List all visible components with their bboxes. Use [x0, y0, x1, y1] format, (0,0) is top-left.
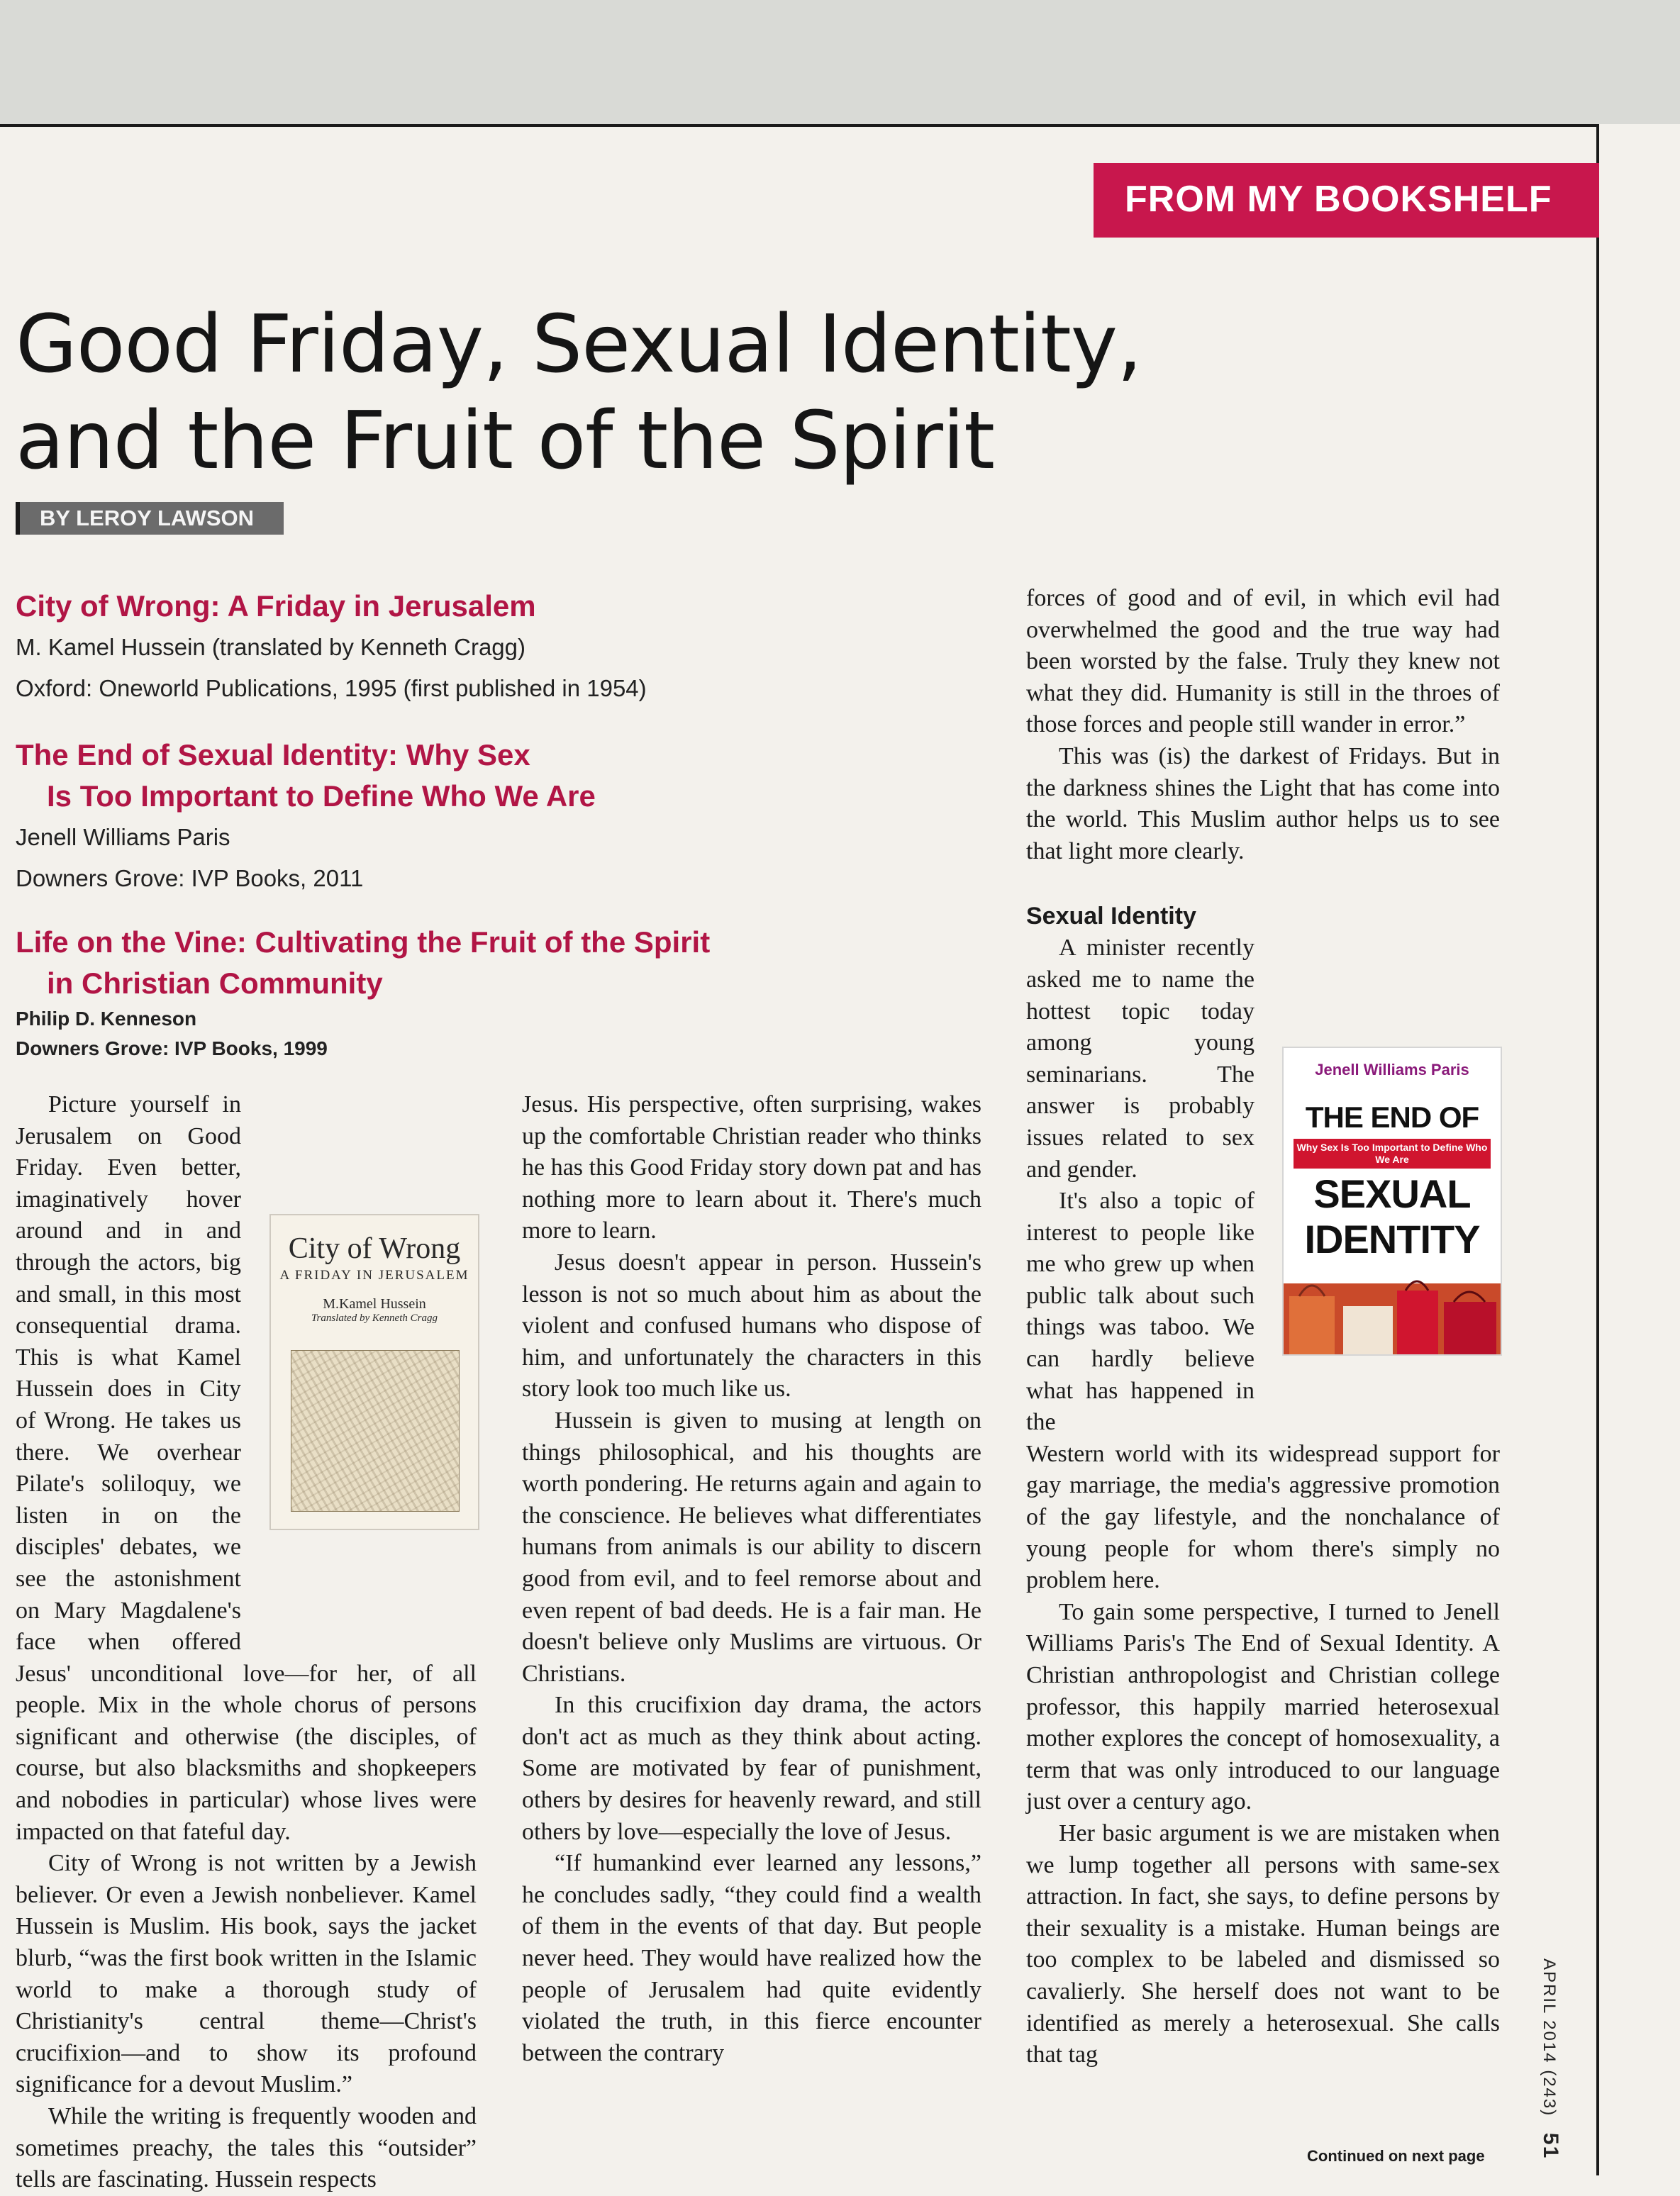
book-author: Philip D. Kenneson — [16, 1008, 197, 1030]
cover-author: Jenell Williams Paris — [1315, 1061, 1469, 1079]
book-title — [16, 922, 867, 1004]
book-publisher: Downers Grove: IVP Books, 1999 — [16, 1037, 328, 1059]
cover-subtitle: A FRIDAY IN JERUSALEM — [279, 1268, 469, 1283]
subheading-sexual-identity: Sexual Identity — [1026, 903, 1196, 930]
paragraph: It's also a topic of interest to people like me who grew up when public talk about such things was taboo. We can hardly believe what has happened in the — [1026, 1188, 1255, 1436]
cover-illustration — [291, 1350, 460, 1512]
section-tag: FROM MY BOOKSHELF — [1094, 163, 1599, 235]
frame-right-rule — [1596, 124, 1599, 2175]
article-column-3 — [1026, 583, 1500, 2143]
paragraph: While the writing is frequently wooden and sometimes preachy, the tales this “outsider” tells are fascinating. Hussein respects — [16, 2103, 477, 2193]
byline: BY LEROY LAWSON — [16, 502, 284, 535]
section-tag-rule — [1094, 235, 1599, 238]
book-author: M. Kamel Hussein (translated by Kenneth Cragg) — [16, 634, 526, 660]
book-cover-city-of-wrong — [269, 1214, 479, 1530]
book-publisher: Downers Grove: IVP Books, 2011 — [16, 865, 364, 891]
book-title — [16, 735, 867, 817]
book-title-line-2: Is Too Important to Define Who We Are — [47, 779, 596, 813]
book-cover-end-of-sexual-identity — [1282, 1047, 1502, 1356]
headline-line-2: and the Fruit of the Spirit — [16, 395, 994, 487]
frame-top-rule — [0, 124, 1599, 127]
page-number: 51 — [1539, 2132, 1562, 2160]
paragraph: “If humankind ever learned any lessons,” he concludes sadly, “they could find a wealth of them in the events of that day. But people never heed. They would have realized how the people of Jerusalem had quite evidently violated the truth, in this fierce encounter between the contrary — [522, 1850, 981, 2066]
cover-author: M.Kamel Hussein — [323, 1296, 426, 1312]
paragraph: Picture yourself in Jerusalem on Good Friday. Even better, imaginatively hover around and in and through the actors, big and small, in this most consequential drama. This is what Kamel Hussein does in City of Wrong. He takes us there. We overhear Pilate's soliloquy, we listen in on the disciples' debates, we see the astonishment on Mary Magdalene's face when offered Jesus' unconditional love—for her, of all people. Mix in the whole chorus of persons significant and otherwise (the disciples, of course, but also blacksmiths and shopkeepers and nobodies in particular) whose lives were impacted on that fateful day. — [16, 1091, 477, 1845]
book-title-line-1: The End of Sexual Identity: Why Sex — [16, 738, 530, 771]
cover-title-line-2: IDENTITY — [1304, 1217, 1480, 1261]
paragraph: Her basic argument is we are mistaken when we lump together all persons with same-sex attraction. In fact, she says, to define persons by their sexuality is a mistake. Human beings are too complex to be labeled and dismissed so cavalierly. She herself does not want to be identified as merely a heterosexual. She calls that tag — [1026, 1819, 1500, 2068]
paragraph: In this crucifixion day drama, the actors don't act as much as they think about acting. Some are motivated by fear of punishment, others by desires for heavenly reward, and still others by love—especially the love of Jesus. — [522, 1692, 981, 1845]
paragraph: Western world with its widespread support for gay marriage, the media's aggressive promotion of the gay lifestyle, and the nonchalance of young people for whom there's simply no problem here. — [1026, 1440, 1500, 1594]
cover-title-line-1: SEXUAL — [1313, 1171, 1471, 1216]
paragraph: Jesus doesn't appear in person. Hussein's lesson is not so much about him as about the violent and confused humans who dispose of him, and unfortunately the characters in this story look too much like us. — [522, 1249, 981, 1403]
page-folio — [1538, 1958, 1562, 2159]
paragraph: To gain some perspective, I turned to Jenell Williams Paris's The End of Sexual Identity. A Christian anthropologist and Christian college professor, this happily married heterosexual mother explores the concept of homosexuality, a term that was only introduced to our language just over a century ago. — [1026, 1598, 1500, 1815]
book-entry-city-of-wrong — [16, 586, 867, 709]
book-title-line-1: Life on the Vine: Cultivating the Fruit of the Spirit — [16, 925, 711, 959]
book-entry-life-on-the-vine — [16, 922, 867, 1064]
continued-note: Continued on next page — [1307, 2147, 1485, 2165]
book-publisher: Oxford: Oneworld Publications, 1995 (first published in 1954) — [16, 675, 647, 701]
paragraph: City of Wrong is not written by a Jewish believer. Or even a Jewish nonbeliever. Kamel Hussein is Muslim. His book, says the jacket blurb, “was the first book written in the Islamic world to make a thorough study of Christianity's central theme—Christ's crucifixion—and to show its profound significance for a devout Muslim.” — [16, 1850, 477, 2098]
headline-line-1: Good Friday, Sexual Identity, — [16, 299, 1142, 391]
cover-title-top: THE END OF — [1305, 1100, 1479, 1134]
paragraph: This was (is) the darkest of Fridays. But in the darkness shines the Light that has come into the world. This Muslim author helps us to see that light more clearly. — [1026, 742, 1500, 864]
paragraph: A minister recently asked me to name the hottest topic today among young seminarians. The answer is probably issues related to sex and gender. — [1026, 935, 1255, 1183]
shopping-bags-illustration — [1284, 1269, 1501, 1354]
paragraph: Hussein is given to musing at length on things philosophical, and his thoughts are worth pondering. He returns again and again to the conscience. He believes what differentiates humans from animals is our ability to discern good from evil, and to feel remorse about and even repent of bad deeds. He is a fair man. He doesn't believe only Muslims are virtuous. Or Christians. — [522, 1407, 981, 1687]
article-headline — [16, 296, 1142, 489]
book-title: City of Wrong: A Friday in Jerusalem — [16, 589, 536, 623]
cover-translator: Translated by Kenneth Cragg — [311, 1312, 438, 1324]
book-author: Jenell Williams Paris — [16, 824, 230, 850]
narrow-text-block — [1026, 932, 1255, 1439]
book-entry-end-of-sexual-identity — [16, 735, 867, 899]
folio-issue: APRIL 2014 (243) — [1540, 1958, 1559, 2117]
page-top-band — [0, 0, 1680, 124]
paragraph: forces of good and of evil, in which evil had overwhelmed the good and the true way had been worsted by the false. Truly they knew not what they did. Humanity is still in the throes of those forces and people still wander in error.” — [1026, 585, 1500, 738]
paragraph: Jesus. His perspective, often surprising, wakes up the comfortable Christian reader who thinks he has this Good Friday story down pat and has nothing more to learn about it. There's much more to learn. — [522, 1091, 981, 1244]
cover-title: City of Wrong — [288, 1232, 461, 1265]
cover-subtitle-band: Why Sex Is Too Important to Define Who We Are — [1294, 1139, 1491, 1169]
book-title-line-2: in Christian Community — [47, 966, 383, 1000]
article-column-2 — [522, 1089, 981, 2146]
